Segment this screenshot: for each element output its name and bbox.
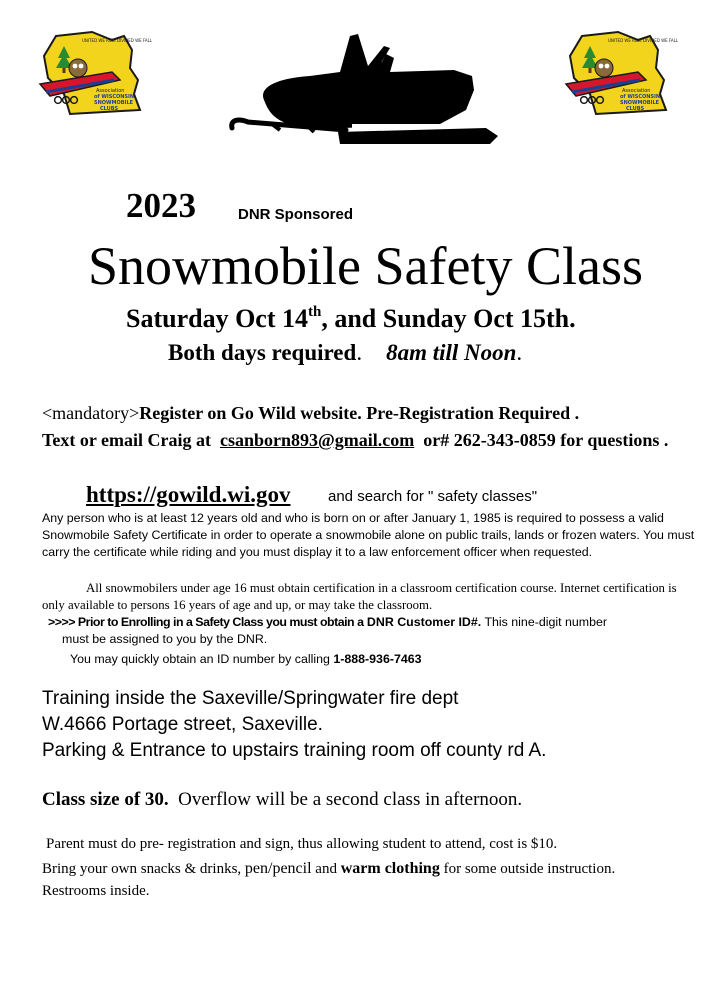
overflow-note: Overflow will be a second class in afternoon. [178,789,523,810]
bring-and: and [315,861,337,877]
bring-pen: pen/pencil [244,860,312,877]
customer-id-cont: must be assigned to you by the DNR. [62,632,268,646]
location-line-2: W.4666 Portage street, Saxeville. [42,714,323,735]
gowild-website-link[interactable]: https://gowild.wi.gov [86,482,291,507]
contact-line [42,428,702,452]
logo-top-text: UNITED WE RIDE DIVIDED WE FALL [608,38,679,43]
contact-prefix: Text or email Craig at [42,430,211,450]
required-text: Both days required [168,340,357,365]
class-schedule [168,338,522,368]
awsc-logo-left [34,28,164,118]
id-phone-notice [70,651,670,668]
logo-assoc-3: SNOWMOBILE [620,100,660,106]
dates-sup: th [308,304,322,320]
page-title: Snowmobile Safety Class [88,236,643,296]
arrows-prefix: >>>> Prior to Enrolling in a Safety Class you must obtain a [48,615,364,629]
logo-assoc-1: Association [622,88,651,94]
location-line-3: Parking & Entrance to upstairs training room off county rd A. [42,740,547,761]
class-size-line [42,787,522,813]
under-16-requirement-text: All snowmobilers under age 16 must obtain certification in a classroom certification course. Internet certification is only available to persons 16 years of age and up, or may take the classroom. [42,581,677,612]
customer-id-suffix: This nine-digit number [484,615,608,629]
sponsor-label: DNR Sponsored [238,206,354,223]
mandatory-tag: <mandatory> [42,403,140,423]
bring-suffix: for some outside instruction. Restrooms inside. [42,861,616,899]
time-period: . [516,340,523,365]
awsc-logo-right [560,28,690,118]
dates-part2: , and Sunday Oct 15th. [321,304,576,333]
dnr-phone-number: 1-888-936-7463 [333,652,422,666]
bring-warm-clothing: warm clothing [340,860,440,877]
logo-assoc-2: of WISCONSIN [94,94,135,100]
snowmobile-icon [228,32,504,150]
wisconsin-snowmobile-logo-icon [560,28,690,118]
logo-assoc-3: SNOWMOBILE [94,100,134,106]
location-line-1: Training inside the Saxeville/Springwater fire dept [42,688,459,709]
certificate-requirement-text: Any person who is at least 12 years old and who is born on or after January 1, 1985 is required to possess a valid Snowmobile Safety Certificate in order to operate a snowmobile alone on public trails, lands or frozen waters. You must carry the certificate while riding and you must display it to a law enforcement officer when requested. [42,511,695,559]
logo-assoc-1: Association [96,88,125,94]
training-location [42,686,546,764]
snowmobile-silhouette [228,32,504,150]
registration-text: Register on Go Wild website. Pre-Registration Required . [139,403,580,423]
bring-prefix: Bring your own snacks & drinks, [42,861,242,877]
class-dates [126,302,576,336]
class-size: Class size of 30. [42,789,169,810]
website-note: and search for " safety classes" [328,488,538,505]
registration-line [42,401,579,425]
id-phone-prefix: You may quickly obtain an ID number by calling [70,652,330,666]
logo-top-text: UNITED WE RIDE DIVIDED WE FALL [82,38,153,43]
wisconsin-snowmobile-logo-icon [34,28,164,118]
class-year: 2023 [126,186,196,225]
bring-items-note [42,858,662,902]
class-time: 8am till Noon [386,340,517,365]
logo-assoc-2: of WISCONSIN [620,94,661,100]
dates-part1: Saturday Oct 14 [126,304,308,333]
contact-email-link[interactable]: csanborn893@gmail.com [219,430,415,450]
required-period: . [356,340,363,365]
contact-suffix: or# 262-343-0859 for questions . [423,430,669,450]
customer-id-notice [48,614,698,648]
logo-assoc-4: CLUBS [626,106,645,112]
customer-id-label: DNR Customer ID#. [366,615,482,629]
parent-registration-note: Parent must do pre- registration and sign, thus allowing student to attend, cost is $10. [46,836,558,852]
logo-assoc-4: CLUBS [100,106,119,112]
